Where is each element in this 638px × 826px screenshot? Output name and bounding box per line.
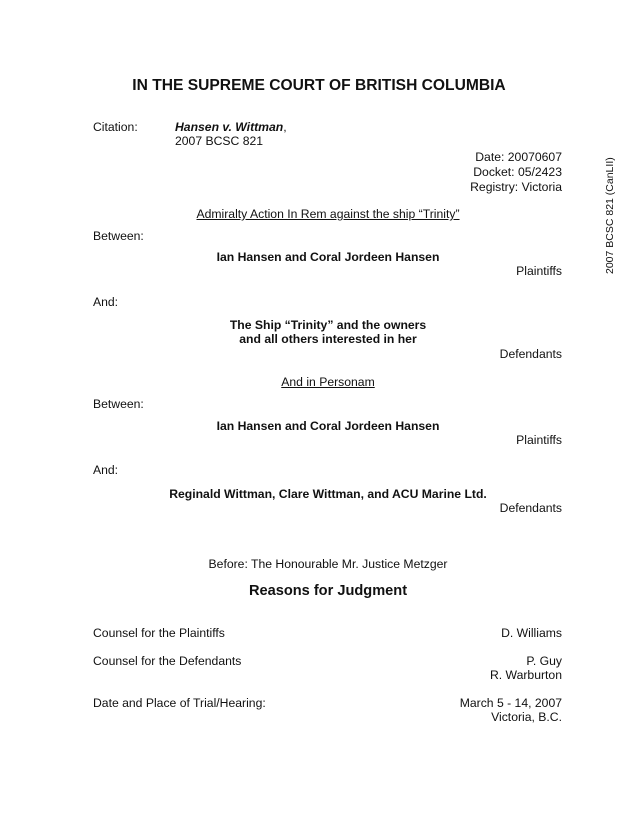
canlii-side-citation: 2007 BCSC 821 (CanLII)	[604, 157, 616, 274]
counsel-defendants-label: Counsel for the Defendants	[93, 654, 242, 668]
defendants-line-1: The Ship “Trinity” and the owners	[229, 318, 427, 332]
neutral-citation: 2007 BCSC 821	[175, 134, 264, 148]
citation-label: Citation:	[93, 120, 138, 134]
trial-place: Victoria, B.C.	[491, 710, 562, 724]
action-in-rem: Admiralty Action In Rem against the ship “Trinity”	[196, 207, 460, 221]
docket-number: Docket: 05/2423	[473, 165, 562, 179]
defendants-role-1: Defendants	[499, 347, 562, 361]
plaintiffs-names-1: Ian Hansen and Coral Jordeen Hansen	[216, 250, 440, 264]
plaintiffs-names-2: Ian Hansen and Coral Jordeen Hansen	[216, 419, 440, 433]
counsel-defendants-name-1: P. Guy	[526, 654, 562, 668]
reasons-heading: Reasons for Judgment	[248, 583, 408, 599]
case-name-line	[175, 120, 287, 134]
case-name: Hansen v. Wittman	[175, 120, 284, 134]
before-justice: Before: The Honourable Mr. Justice Metzger	[208, 557, 448, 571]
between-label-2: Between:	[93, 397, 144, 411]
case-name-comma: ,	[283, 120, 287, 134]
plaintiffs-role-1: Plaintiffs	[516, 264, 562, 278]
registry: Registry: Victoria	[470, 180, 562, 194]
judgment-date: Date: 20070607	[475, 150, 562, 164]
action-in-personam: And in Personam	[281, 375, 375, 389]
and-label-2: And:	[93, 463, 119, 477]
counsel-plaintiffs-label: Counsel for the Plaintiffs	[93, 626, 225, 640]
defendants-role-2: Defendants	[499, 501, 562, 515]
counsel-plaintiffs-name: D. Williams	[501, 626, 562, 640]
trial-dates: March 5 - 14, 2007	[459, 696, 562, 710]
defendants-names-2: Reginald Wittman, Clare Wittman, and ACU Marine Ltd.	[169, 487, 487, 501]
between-label-1: Between:	[93, 229, 144, 243]
court-title: IN THE SUPREME COURT OF BRITISH COLUMBIA	[132, 77, 506, 94]
trial-label: Date and Place of Trial/Hearing:	[93, 696, 266, 710]
defendants-line-2: and all others interested in her	[239, 332, 417, 346]
counsel-defendants-name-2: R. Warburton	[489, 668, 562, 682]
and-label-1: And:	[93, 295, 119, 309]
plaintiffs-role-2: Plaintiffs	[516, 433, 562, 447]
